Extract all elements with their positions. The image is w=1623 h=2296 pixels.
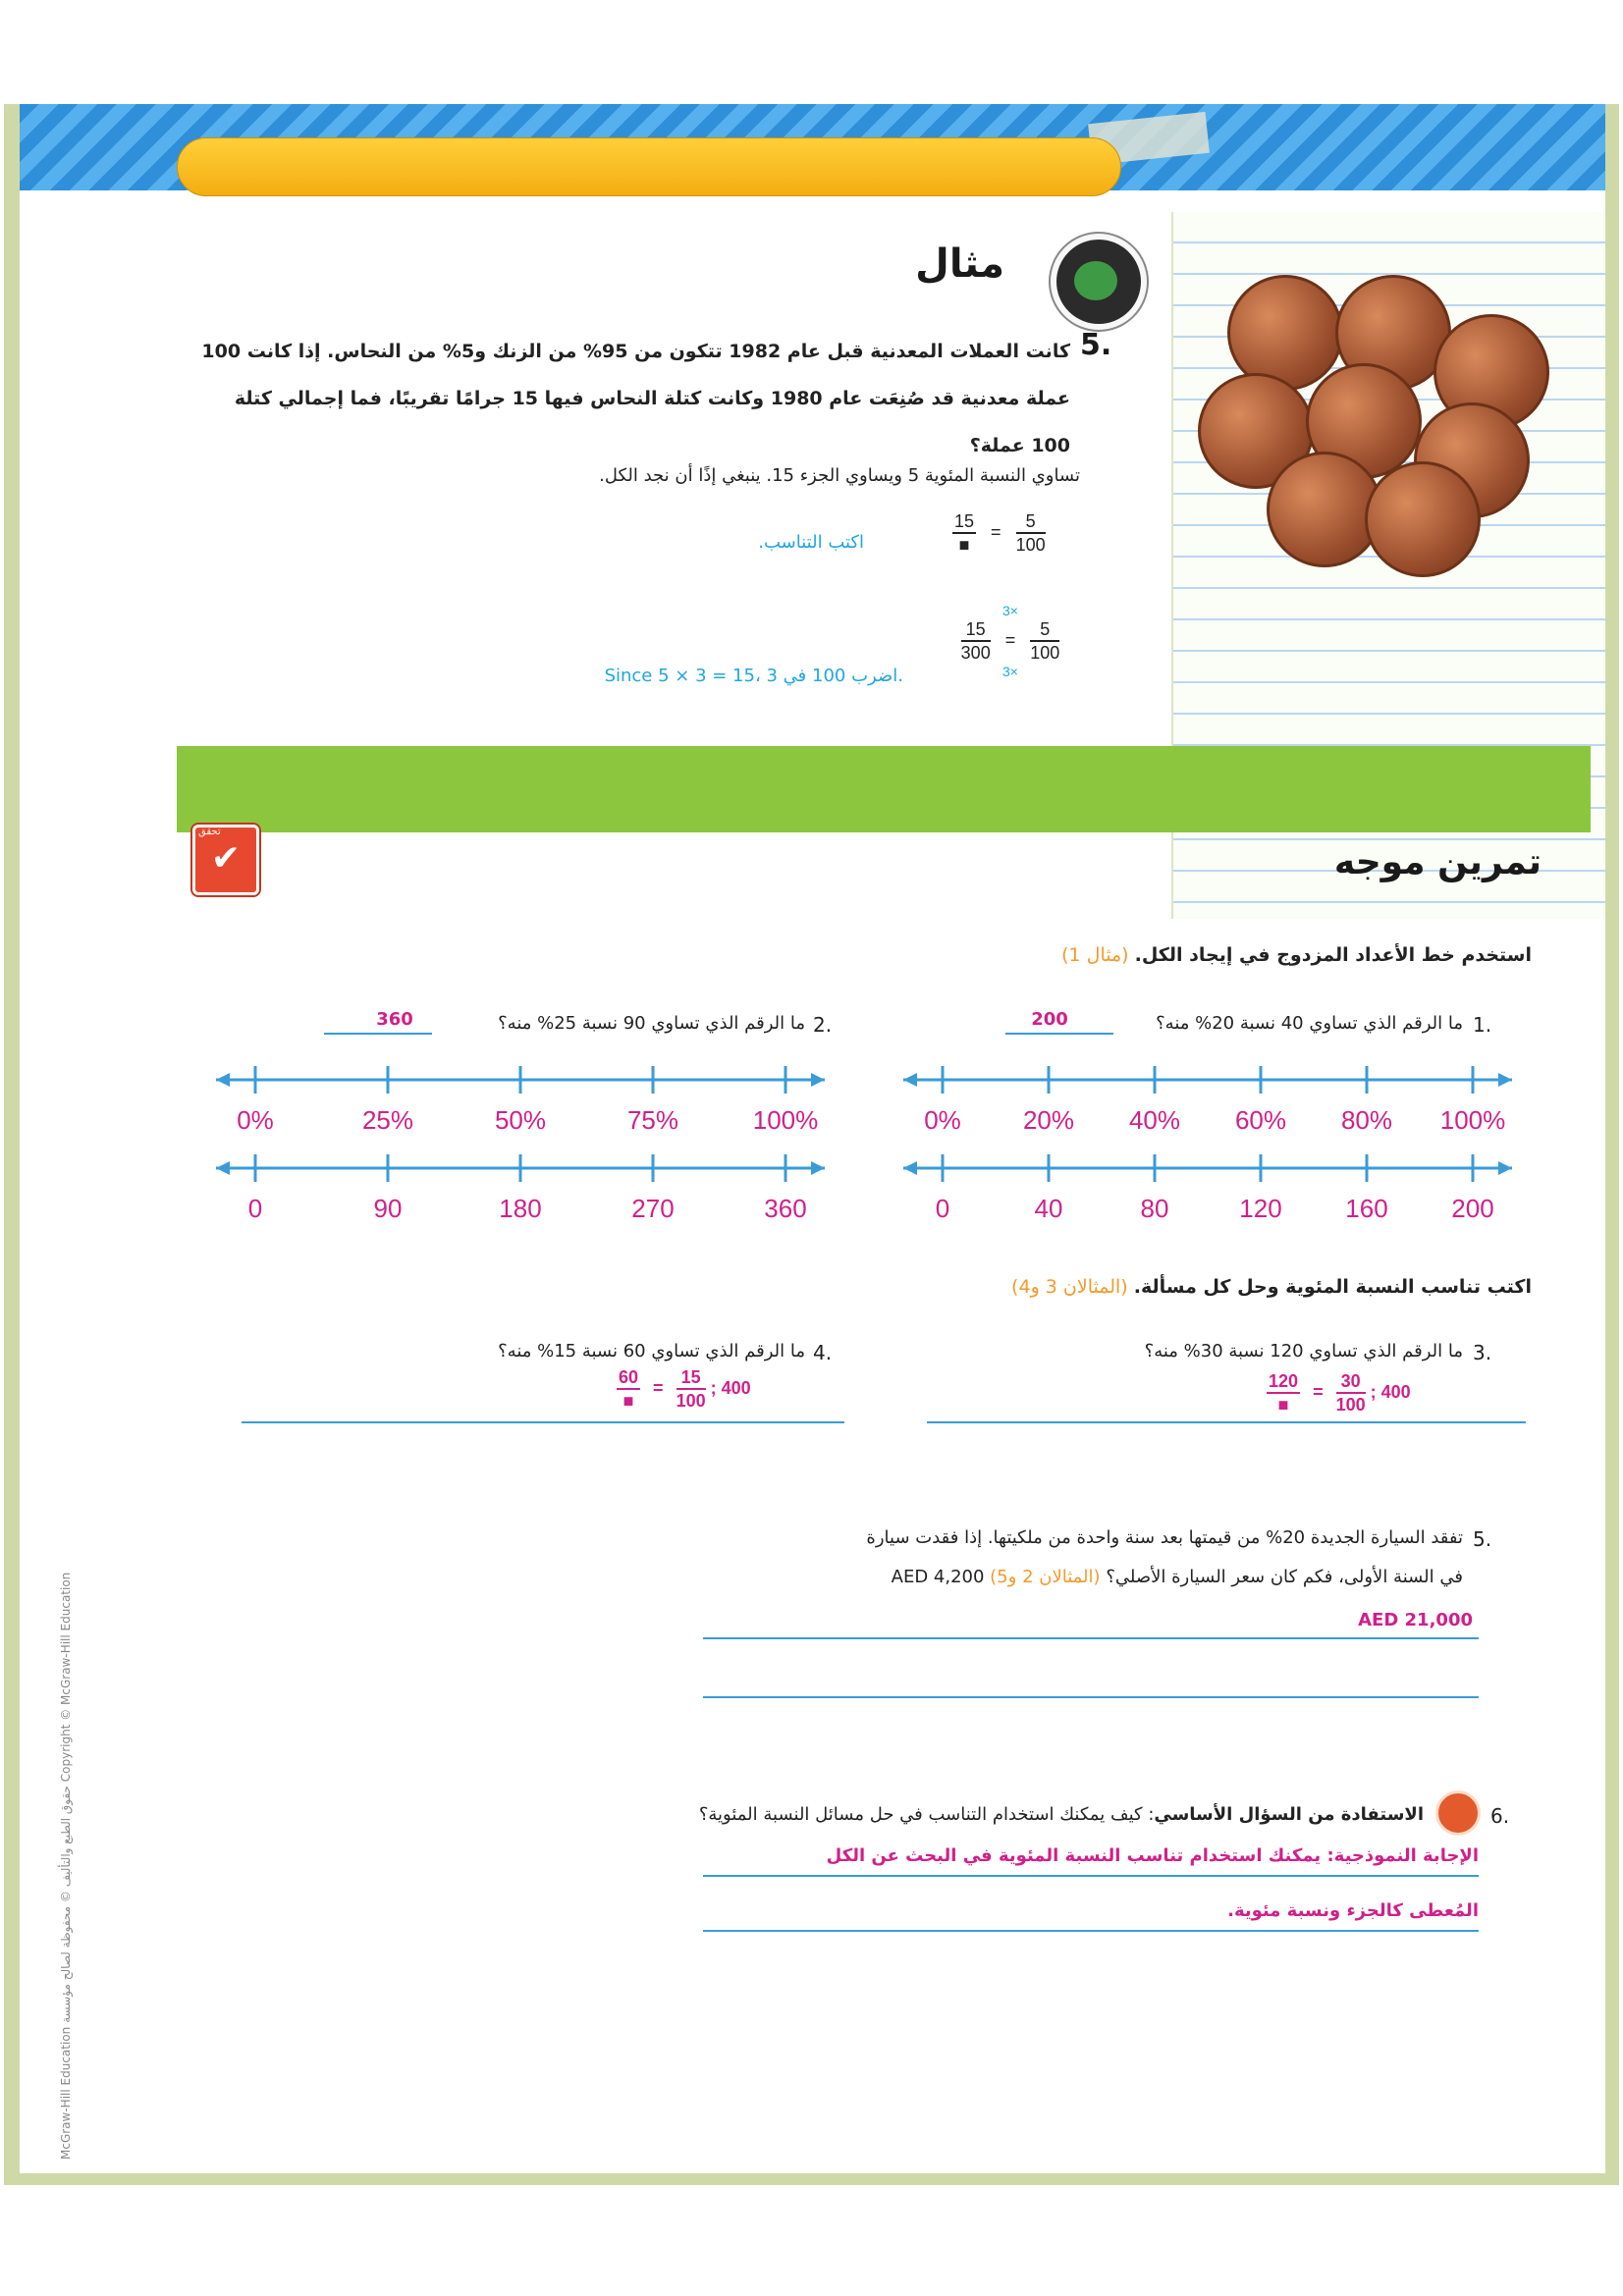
q6-answer-line2: المُعطى كالجزء ونسبة مئوية. xyxy=(1227,1900,1479,1921)
arrow-left-icon xyxy=(903,1073,917,1087)
example-title: مثال xyxy=(915,241,1004,287)
q4-text: ما الرقم الذي تساوي 60 نسبة 15% منه؟ xyxy=(498,1341,805,1362)
coins-photo xyxy=(1198,255,1571,569)
q1-answer: 200 xyxy=(1031,1009,1068,1030)
guided-title: تمرين موجه xyxy=(1333,842,1542,882)
fraction: $\frac{120}{■}$ xyxy=(1269,1371,1299,1415)
q1-number-line xyxy=(903,1060,1512,1247)
answer-line xyxy=(703,1696,1479,1698)
proportion-1: $\frac{15}{■}$ = $\frac{5}{100}$ xyxy=(954,511,1046,555)
q2-number: 2. xyxy=(813,1013,833,1037)
percent-tick-label: 60% xyxy=(1234,1105,1287,1135)
value-tick-label: 90 xyxy=(373,1194,403,1223)
example-intro: تساوي النسبة المئوية 5 ويساوي الجزء 15. ينبغي إذًا أن نجد الكل. xyxy=(599,465,1080,486)
value-tick-label: 360 xyxy=(764,1194,807,1223)
percent-tick-label: 100% xyxy=(752,1105,819,1135)
arrow-left-icon xyxy=(216,1161,230,1175)
arrow-left-icon xyxy=(903,1161,917,1175)
arrow-left-icon xyxy=(216,1073,230,1087)
answer-line xyxy=(703,1930,1479,1932)
q5-line2: AED 4,200 في السنة الأولى، فكم كان سعر السيارة الأصلي؟ (المثالان 2 و5) xyxy=(891,1567,1463,1587)
copyright-note: McGraw-Hill Education حقوق الطبع والتأليف © محفوظة لصالح مؤسسة Copyright © McGraw-Hill Education xyxy=(59,1572,73,2160)
value-tick-label: 0 xyxy=(247,1194,263,1223)
q5-number: 5. xyxy=(1473,1527,1492,1551)
answer-line xyxy=(324,1033,432,1035)
q3-number: 3. xyxy=(1473,1341,1492,1364)
fraction: $\frac{15}{300}$ xyxy=(960,619,991,663)
percent-tick-label: 0% xyxy=(237,1105,274,1135)
percent-tick-label: 100% xyxy=(1439,1105,1506,1135)
q6-text: الاستفادة من السؤال الأساسي: كيف يمكنك استخدام التناسب في حل مسائل النسبة المئوية؟ xyxy=(698,1804,1424,1825)
percent-tick-label: 0% xyxy=(924,1105,961,1135)
fraction: $\frac{30}{100}$ xyxy=(1335,1371,1366,1415)
answer-line xyxy=(703,1637,1479,1639)
value-tick-label: 80 xyxy=(1140,1194,1169,1223)
value-tick-label: 0 xyxy=(935,1194,950,1223)
step1-note: اكتب التناسب. xyxy=(758,532,864,553)
value-tick-label: 270 xyxy=(631,1194,675,1223)
example-problem: كانت العملات المعدنية قبل عام 1982 تتكون من 95% من الزنك و5% من النحاس. إذا كانت 100 عملة معدنية قد صُنِعَت عام 1980 وكانت كتلة النحاس فيها 15 جرامًا تقريبًا، فما إجمالي كتلة 100 عملة؟ xyxy=(201,341,1070,456)
fraction: $\frac{15}{■}$ xyxy=(954,511,975,555)
percent-tick-label: 80% xyxy=(1340,1105,1393,1135)
fraction: $\frac{5}{100}$ xyxy=(1030,619,1060,663)
answer-line xyxy=(927,1421,1526,1423)
q3-text: ما الرقم الذي تساوي 120 نسبة 30% منه؟ xyxy=(1144,1341,1463,1362)
arrow-right-icon xyxy=(811,1073,825,1087)
q2-text: ما الرقم الذي تساوي 90 نسبة 25% منه؟ xyxy=(498,1013,805,1034)
percent-tick-label: 25% xyxy=(361,1105,414,1135)
key-question-icon xyxy=(1435,1790,1481,1836)
answer-line xyxy=(1005,1033,1113,1035)
q6-answer-line1: الإجابة النموذجية: يمكنك استخدام تناسب النسبة المئوية في البحث عن الكل xyxy=(826,1845,1479,1866)
fraction: $\frac{60}{■}$ xyxy=(619,1367,639,1411)
percent-tick-label: 40% xyxy=(1128,1105,1181,1135)
q1-number: 1. xyxy=(1473,1013,1492,1037)
check-label: تحقق xyxy=(198,827,221,837)
q5-line1: تفقد السيارة الجديدة 20% من قيمتها بعد سنة واحدة من ملكيتها. إذا فقدت سيارة xyxy=(866,1527,1463,1548)
q4-proportion: $\frac{60}{■}$ = $\frac{15}{100}$ ; 400 xyxy=(619,1367,751,1411)
guided-practice-banner xyxy=(177,746,1591,832)
coin-icon xyxy=(1365,461,1481,577)
step2-note: Since 5 × 3 = 15، اضرب 100 في 3. xyxy=(604,666,903,686)
example-number: 5. xyxy=(1080,328,1112,362)
instruction-2: اكتب تناسب النسبة المئوية وحل كل مسألة. (المثالان 3 و4) xyxy=(1011,1276,1532,1298)
value-tick-label: 40 xyxy=(1034,1194,1063,1223)
q5-answer: AED 21,000 xyxy=(1358,1610,1473,1630)
example-banner xyxy=(177,137,1121,196)
value-tick-label: 120 xyxy=(1239,1194,1282,1223)
multiplier-bottom: 3× xyxy=(1002,664,1018,679)
q2-answer: 360 xyxy=(376,1009,413,1030)
answer-line xyxy=(242,1421,844,1423)
answer-line xyxy=(703,1875,1479,1877)
arrow-right-icon xyxy=(1498,1161,1512,1175)
multiplier-top: 3× xyxy=(1002,603,1018,618)
fraction: $\frac{15}{100}$ xyxy=(676,1367,706,1411)
proportion-2: 3× $\frac{15}{300}$ = $\frac{5}{100}$ 3× xyxy=(947,603,1074,679)
q3-proportion: $\frac{120}{■}$ = $\frac{30}{100}$ ; 400 xyxy=(1269,1371,1411,1415)
globe-icon xyxy=(1051,234,1147,330)
q2-number-line xyxy=(216,1060,825,1247)
fraction: $\frac{5}{100}$ xyxy=(1015,511,1046,555)
q6-number: 6. xyxy=(1490,1804,1510,1828)
value-tick-label: 200 xyxy=(1451,1194,1494,1223)
q4-number: 4. xyxy=(813,1341,833,1364)
percent-tick-label: 20% xyxy=(1022,1105,1075,1135)
value-tick-label: 160 xyxy=(1345,1194,1388,1223)
check-icon: ✔ xyxy=(192,825,259,895)
arrow-right-icon xyxy=(811,1161,825,1175)
instruction-1: استخدم خط الأعداد المزدوج في إيجاد الكل. (مثال 1) xyxy=(1061,944,1532,966)
q1-text: ما الرقم الذي تساوي 40 نسبة 20% منه؟ xyxy=(1156,1013,1463,1034)
percent-tick-label: 75% xyxy=(626,1105,679,1135)
percent-tick-label: 50% xyxy=(494,1105,547,1135)
arrow-right-icon xyxy=(1498,1073,1512,1087)
value-tick-label: 180 xyxy=(499,1194,542,1223)
